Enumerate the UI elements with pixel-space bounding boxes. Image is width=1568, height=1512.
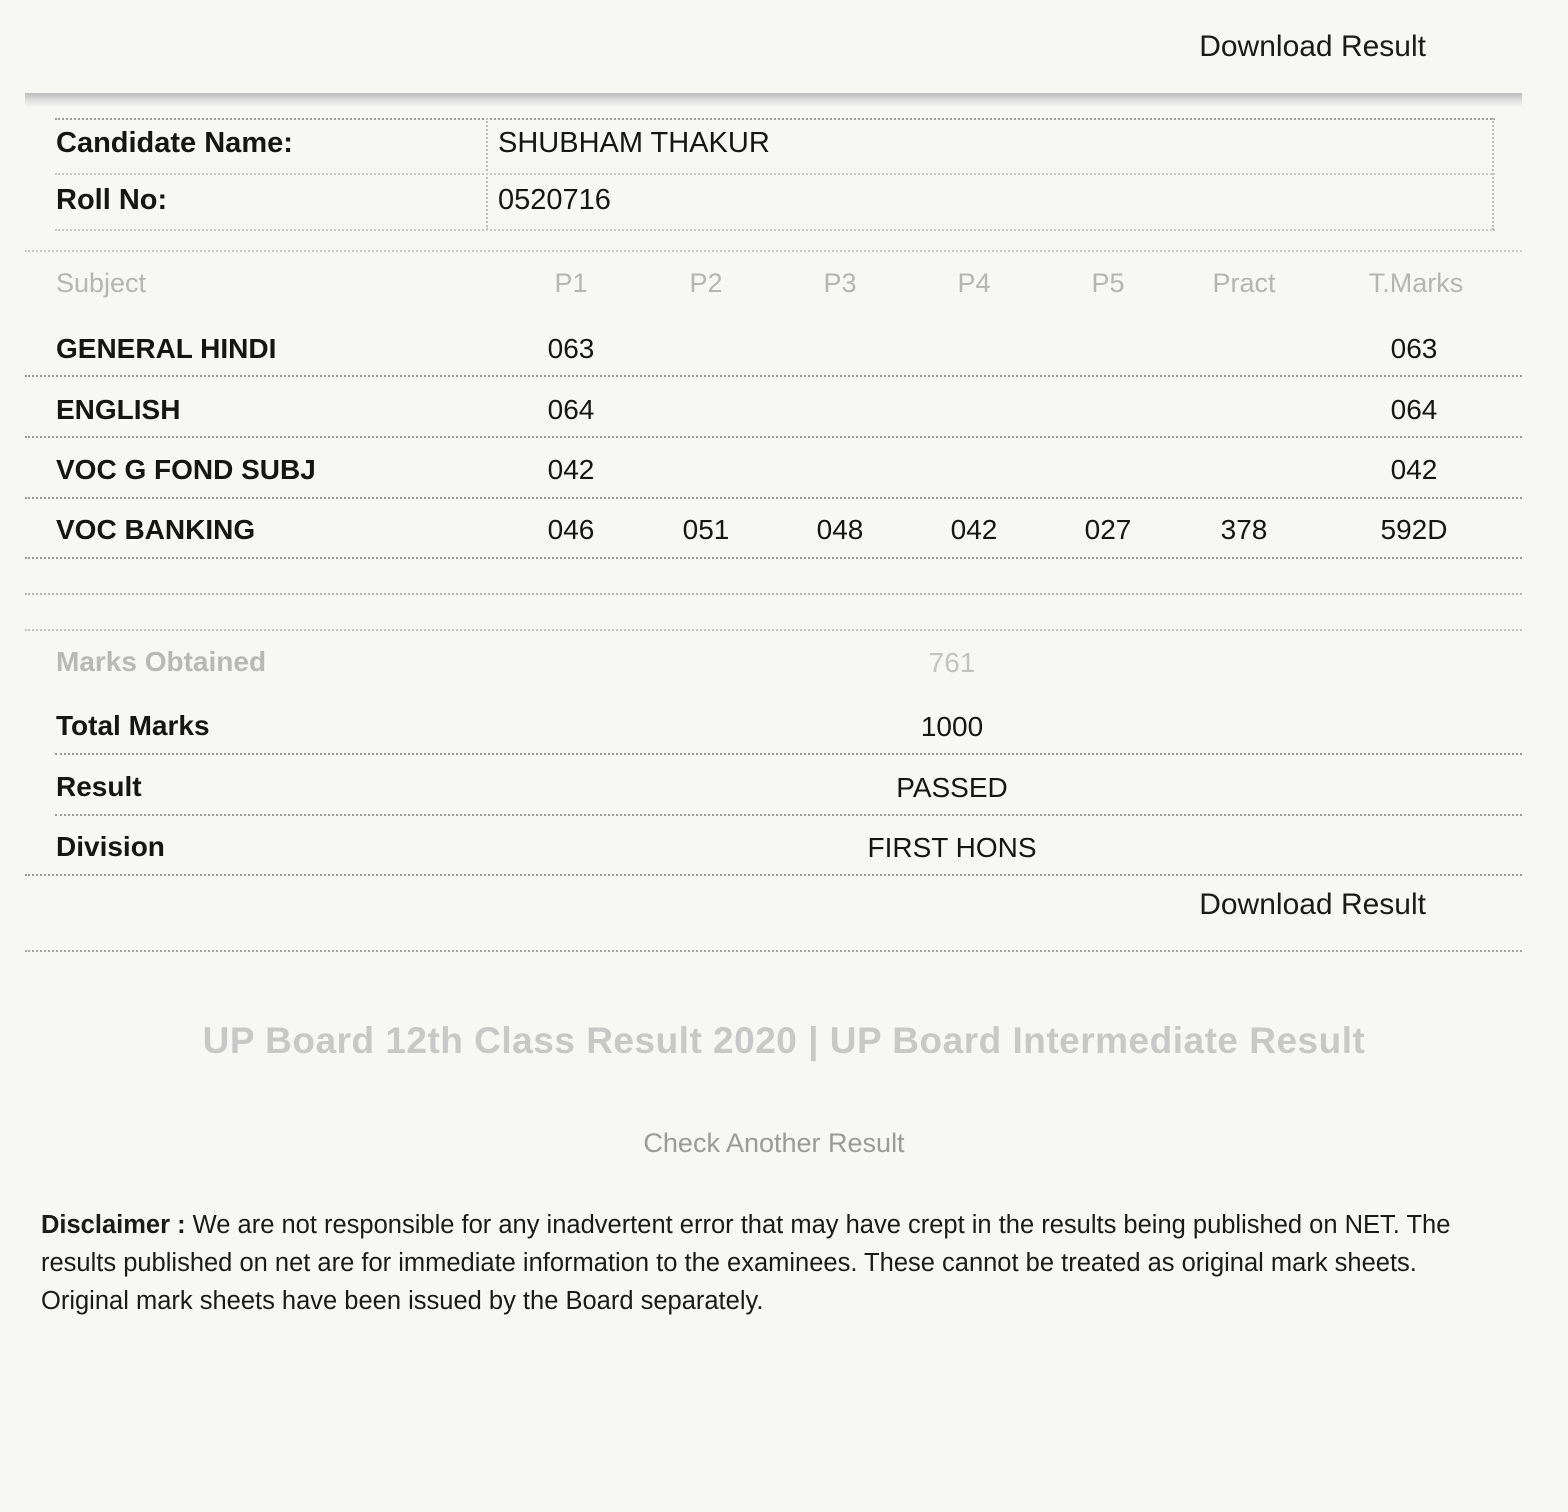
divider [25, 497, 1522, 499]
result-label: Result [56, 771, 142, 802]
subject-name: VOC G FOND SUBJ [56, 454, 316, 485]
divider [55, 814, 1522, 816]
total-marks-value: 1000 [920, 711, 984, 742]
table-row [0, 514, 1568, 554]
divider [25, 557, 1522, 559]
roll-no-label: Roll No: [56, 184, 168, 216]
divider [25, 375, 1522, 377]
mark-p4: 042 [950, 514, 998, 545]
subject-name: VOC BANKING [56, 514, 256, 545]
divider [55, 229, 1495, 231]
result-value: PASSED [896, 772, 1008, 803]
marks-obtained-value: 761 [928, 647, 976, 678]
mark-total: 064 [1390, 394, 1438, 425]
column-header-pract: Pract [1212, 268, 1276, 298]
roll-no-value: 0520716 [498, 184, 611, 216]
mark-p1: 064 [547, 394, 595, 425]
marks-obtained-label: Marks Obtained [56, 646, 267, 677]
divider [55, 118, 1495, 120]
mark-p5: 027 [1084, 514, 1132, 545]
divider [25, 874, 1522, 876]
mark-total: 063 [1390, 333, 1438, 364]
table-row [0, 454, 1568, 494]
subject-name: ENGLISH [56, 394, 181, 425]
subject-name: GENERAL HINDI [56, 333, 277, 364]
divider [25, 593, 1522, 595]
divider [25, 629, 1522, 631]
table-row [0, 394, 1568, 434]
info-header-shade [25, 93, 1522, 107]
mark-total: 042 [1390, 454, 1438, 485]
mark-p1: 046 [547, 514, 595, 545]
column-header-p4: P4 [957, 268, 991, 298]
divider [25, 950, 1522, 952]
divider [25, 250, 1522, 252]
column-header-p2: P2 [689, 268, 723, 298]
candidate-name-label: Candidate Name: [56, 127, 293, 159]
division-value: FIRST HONS [867, 832, 1037, 863]
mark-pract: 378 [1220, 514, 1268, 545]
mark-p3: 048 [816, 514, 864, 545]
disclaimer-text: We are not responsible for any inadvertent error that may have crept in the results being published on NET. The results published on net are for immediate information to the examinees. These cannot be treated as original mark sheets. Original mark sheets have been issued by the Board separately. [41, 1211, 1451, 1315]
column-header-p1: P1 [554, 268, 588, 298]
check-another-result-link[interactable]: Check Another Result [643, 1128, 905, 1158]
page-footer-title: UP Board 12th Class Result 2020 | UP Board Intermediate Result [202, 1020, 1366, 1061]
column-header-subject: Subject [56, 268, 147, 298]
column-header-p3: P3 [823, 268, 857, 298]
mark-total: 592D [1380, 514, 1448, 545]
disclaimer-label: Disclaimer : [41, 1211, 186, 1239]
download-result-link-top[interactable]: Download Result [1199, 30, 1426, 63]
table-row [0, 333, 1568, 373]
column-header-p5: P5 [1091, 268, 1125, 298]
division-label: Division [56, 831, 165, 862]
disclaimer [41, 1206, 1511, 1320]
candidate-name-value: SHUBHAM THAKUR [498, 127, 770, 159]
mark-p1: 063 [547, 333, 595, 364]
column-header-total: T.Marks [1368, 268, 1464, 298]
divider [55, 173, 1495, 175]
divider [25, 436, 1522, 438]
total-marks-label: Total Marks [56, 710, 210, 741]
mark-p1: 042 [547, 454, 595, 485]
mark-p2: 051 [682, 514, 730, 545]
download-result-link-bottom[interactable]: Download Result [1199, 888, 1426, 921]
divider [55, 753, 1522, 755]
